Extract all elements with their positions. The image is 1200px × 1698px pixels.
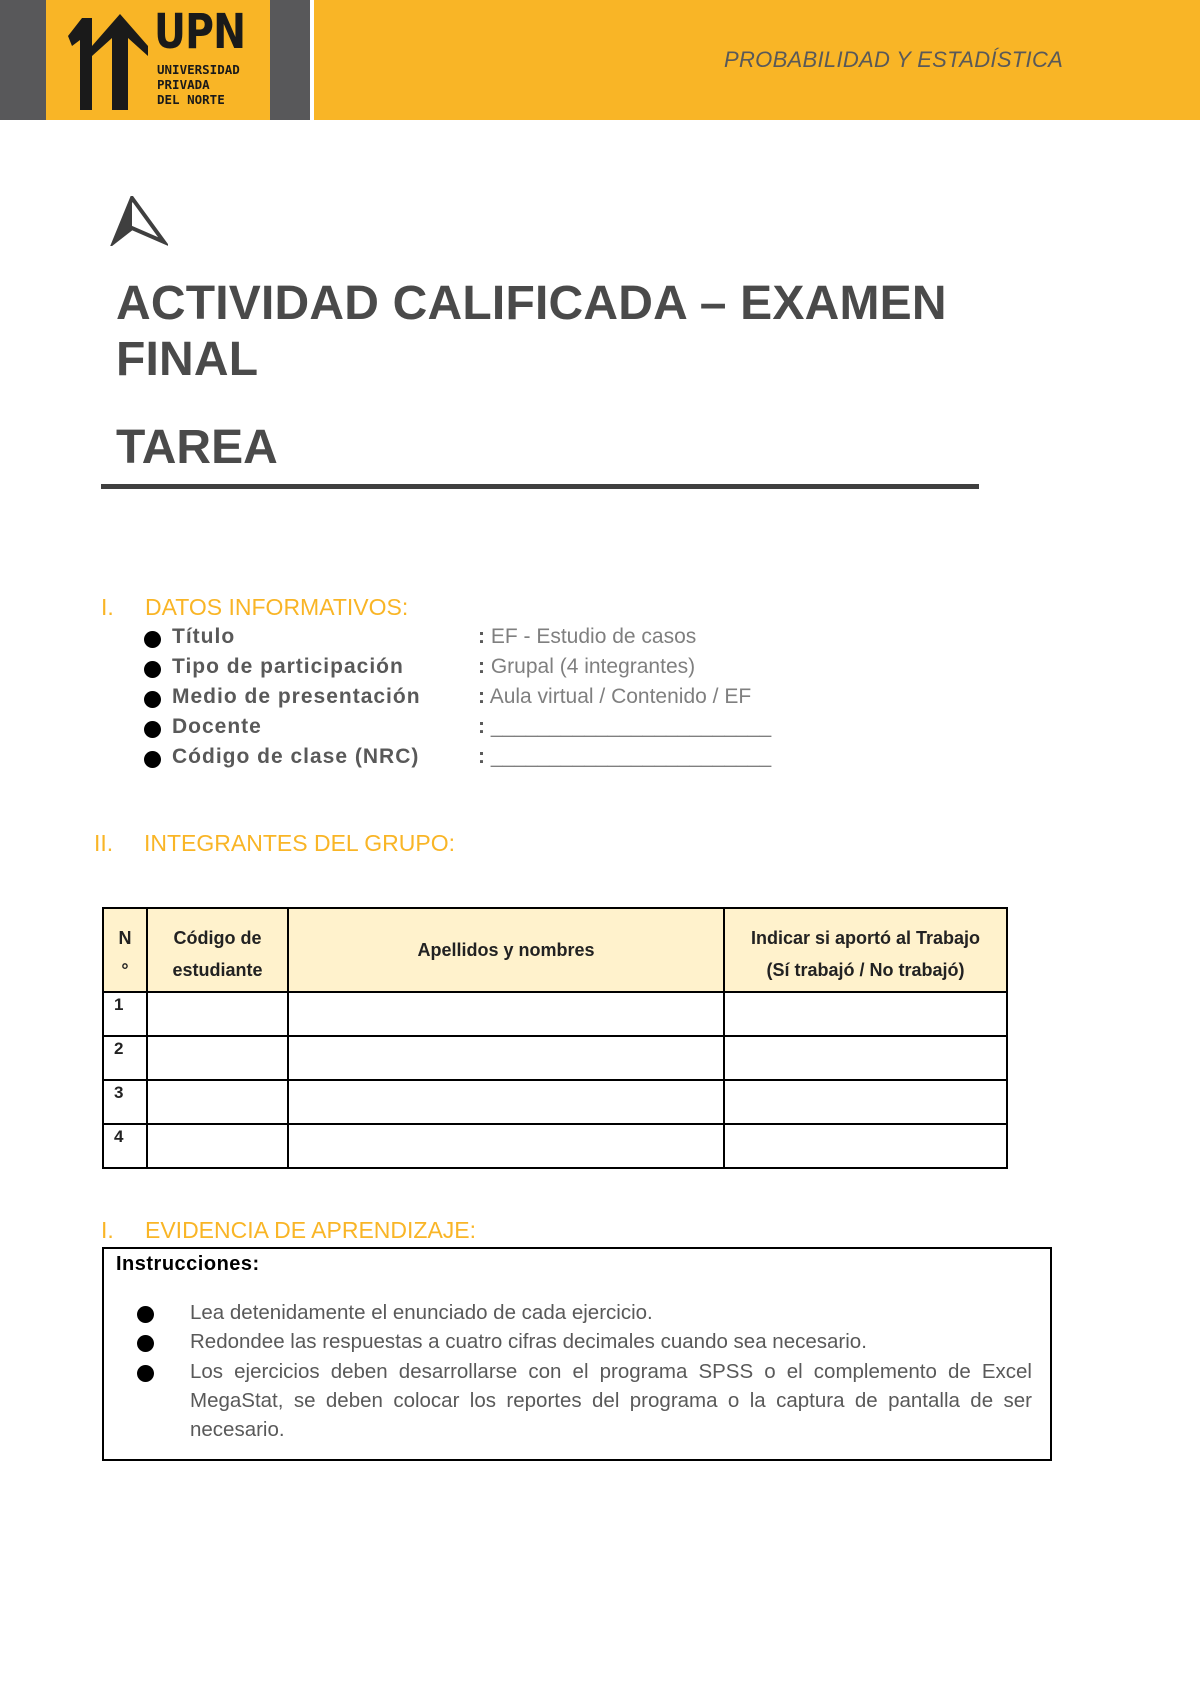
info-colon: : [478, 745, 485, 768]
info-label: Docente [172, 715, 262, 738]
section-number: I. [101, 1217, 114, 1243]
info-colon: : [478, 625, 485, 648]
course-name: PROBABILIDAD Y ESTADÍSTICA [724, 47, 1064, 72]
info-row-titulo [144, 625, 904, 655]
header-line: Indicar si aportó al Trabajo [750, 928, 981, 948]
row-number: 1 [103, 992, 147, 1036]
title-divider [101, 484, 979, 489]
document-title: ACTIVIDAD CALIFICADA – EXAMEN FINAL [116, 277, 947, 386]
bullet-icon [144, 691, 161, 708]
row-number: 4 [103, 1124, 147, 1168]
bullet-icon [137, 1335, 154, 1352]
document-subtitle: TAREA [116, 421, 278, 474]
names-cell[interactable] [288, 1036, 724, 1080]
info-row-docente [144, 715, 904, 745]
info-label: Título [172, 625, 236, 648]
names-cell[interactable] [288, 992, 724, 1036]
code-cell[interactable] [147, 992, 288, 1036]
info-value [478, 655, 695, 679]
info-value [478, 625, 696, 649]
section-title: DATOS INFORMATIVOS: [145, 594, 409, 620]
bullet-icon [144, 751, 161, 768]
row-number: 2 [103, 1036, 147, 1080]
table-row [103, 1036, 1007, 1080]
info-value-text: ________________________ [490, 745, 772, 768]
names-cell[interactable] [288, 1080, 724, 1124]
instruction-text: Redondee las respuestas a cuatro cifras decimales cuando sea necesario. [190, 1330, 867, 1353]
members-table [102, 907, 1008, 1169]
info-value [478, 745, 771, 769]
column-header-number [103, 908, 147, 992]
info-row-nrc [144, 745, 904, 775]
info-label: Tipo de participación [172, 655, 404, 678]
instructions-box [102, 1247, 1052, 1461]
column-header-code [147, 908, 288, 992]
instruction-text: Los ejercicios deben desarrollarse con el programa SPSS o el complemento de Excel MegaStat, se deben colocar los reportes del programa o la captura de pantalla de ser necesario. [190, 1360, 1032, 1441]
logo-subtitle-line: UNIVERSIDAD [157, 62, 240, 77]
bullet-icon [144, 661, 161, 678]
logo-subtitle-line: PRIVADA [157, 77, 210, 92]
code-cell[interactable] [147, 1124, 288, 1168]
upn-arrow-logo-icon [66, 10, 150, 110]
info-colon: : [478, 715, 485, 738]
header-line: Código de [173, 928, 262, 948]
info-value [478, 715, 771, 739]
info-value [478, 685, 751, 709]
work-cell[interactable] [724, 1036, 1007, 1080]
logo-subtitle-line: DEL NORTE [157, 92, 225, 107]
bullet-icon [137, 1365, 154, 1382]
info-value-text: Grupal (4 integrantes) [490, 655, 696, 678]
section-title: INTEGRANTES DEL GRUPO: [144, 830, 455, 856]
work-cell[interactable] [724, 1124, 1007, 1168]
names-cell[interactable] [288, 1124, 724, 1168]
logo-wordmark: UPN [154, 4, 246, 60]
code-cell[interactable] [147, 1080, 288, 1124]
header-line: ° [121, 960, 129, 980]
table-row [103, 1080, 1007, 1124]
table-row [103, 1124, 1007, 1168]
bullet-icon [144, 631, 161, 648]
header-line: (Sí trabajó / No trabajó) [766, 960, 965, 980]
navigation-arrow-icon [110, 196, 168, 246]
bullet-icon [144, 721, 161, 738]
table-header-row [103, 908, 1007, 992]
info-label: Código de clase (NRC) [172, 745, 420, 768]
bullet-icon [137, 1306, 154, 1323]
header-line: estudiante [172, 960, 263, 980]
work-cell[interactable] [724, 992, 1007, 1036]
table-row [103, 992, 1007, 1036]
instruction-text: Lea detenidamente el enunciado de cada ejercicio. [190, 1301, 653, 1324]
info-colon: : [478, 655, 485, 678]
section-number: I. [101, 594, 114, 620]
info-value-text: Aula virtual / Contenido / EF [489, 685, 752, 708]
logo-subtitle [157, 62, 240, 107]
section-title: EVIDENCIA DE APRENDIZAJE: [145, 1217, 477, 1243]
section-number: II. [94, 830, 114, 856]
column-header-names: Apellidos y nombres [288, 908, 724, 992]
instructions-title: Instrucciones: [116, 1253, 260, 1275]
row-number: 3 [103, 1080, 147, 1124]
info-colon: : [478, 685, 485, 708]
info-value-text: ________________________ [490, 715, 772, 738]
work-cell[interactable] [724, 1080, 1007, 1124]
column-header-work [724, 908, 1007, 992]
logo-separator [310, 0, 314, 120]
code-cell[interactable] [147, 1036, 288, 1080]
info-label: Medio de presentación [172, 685, 421, 708]
header-line: N [118, 928, 132, 948]
info-value-text: EF - Estudio de casos [490, 625, 697, 648]
info-row-tipo [144, 655, 904, 685]
info-row-medio [144, 685, 904, 715]
